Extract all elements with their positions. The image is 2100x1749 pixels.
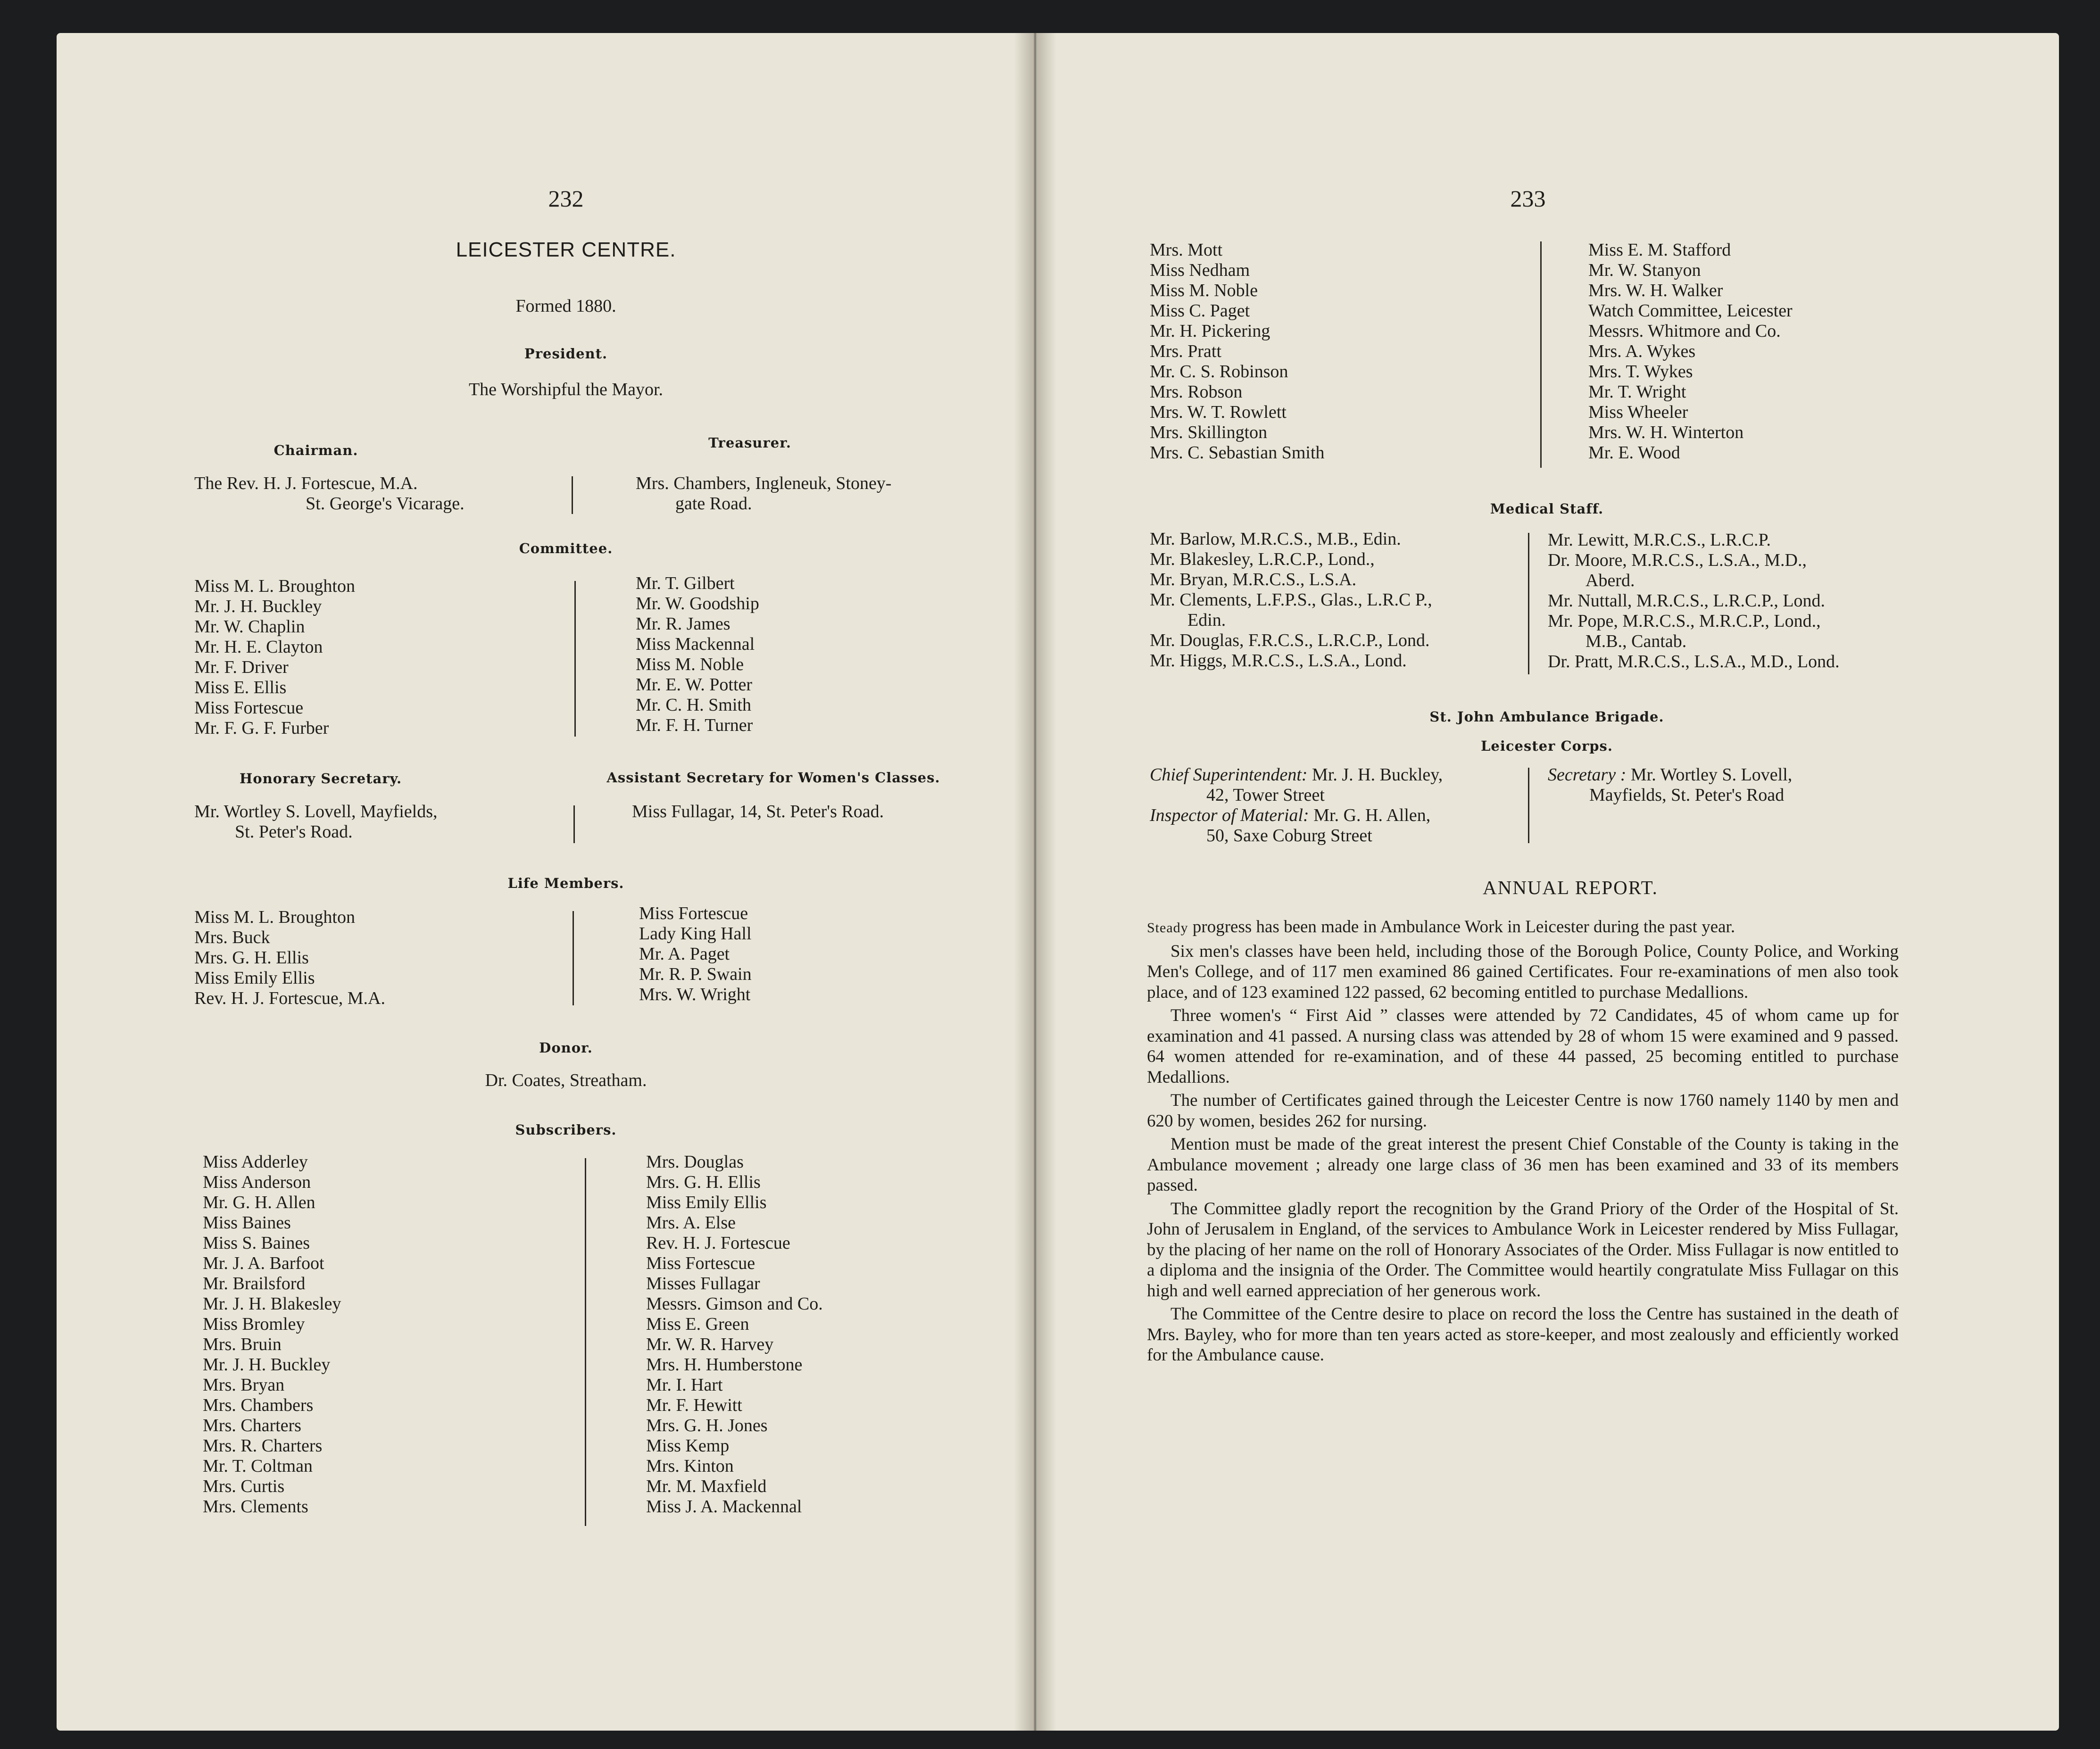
list-item: M.B., Cantab. — [1585, 631, 1687, 651]
life-members-right-list — [639, 904, 997, 1005]
medical-staff-left-list — [1150, 529, 1527, 671]
chief-superintendent-name: Mr. J. H. Buckley, — [1312, 765, 1443, 785]
list-item: Misses Fullagar — [646, 1274, 760, 1293]
corps-officers-left — [1150, 765, 1527, 846]
list-item: Mr. F. Hewitt — [646, 1395, 742, 1415]
report-paragraph: The number of Certificates gained through the Leicester Centre is now 1760 namely 1140 by men and 620 by women, besides 262 for nursing. — [1147, 1091, 1899, 1131]
list-item: Mrs. Chambers — [203, 1395, 314, 1415]
donor-name: Dr. Coates, Streatham. — [485, 1070, 647, 1090]
list-item: Mr. Pope, M.R.C.S., M.R.C.P., Lond., — [1548, 611, 1821, 631]
list-item: Mrs. A. Else — [646, 1213, 736, 1233]
list-item: Mr. M. Maxfield — [646, 1476, 767, 1496]
list-item: Mr. W. Goodship — [636, 594, 759, 613]
report-paragraph: Three women's “ First Aid ” classes were attended by 72 Candidates, 45 of whom came up for examination and 41 passed. A nursing class was attended by 28 of whom 15 were examined and 9 passed. 64 women attended for re-examination, and of these 44 passed, 25 becoming entitled to purchase Medallions. — [1147, 1006, 1899, 1087]
assistant-secretary-heading: Assistant Secretary for Women's Classes. — [606, 770, 940, 786]
column-divider — [1528, 768, 1529, 843]
column-divider — [572, 476, 573, 514]
list-item: Mr. J. H. Buckley — [194, 597, 322, 616]
brigade-heading: St. John Ambulance Brigade. — [1429, 709, 1664, 725]
corps-heading: Leicester Corps. — [1481, 738, 1613, 754]
chairman-block — [194, 473, 562, 514]
list-item: Miss Baines — [203, 1213, 291, 1233]
list-item: Mrs. G. H. Ellis — [646, 1172, 761, 1192]
list-item: Messrs. Whitmore and Co. — [1588, 321, 1781, 341]
treasurer-address: gate Road. — [675, 494, 752, 514]
chief-superintendent-line — [1150, 765, 1527, 785]
list-item: Aberd. — [1585, 571, 1635, 590]
life-members-heading: Life Members. — [507, 875, 624, 891]
list-item: Mr. Nuttall, M.R.C.S., L.R.C.P., Lond. — [1548, 591, 1826, 611]
report-paragraph: Steady progress has been made in Ambulance Work in Leicester during the past year. — [1147, 917, 1735, 937]
list-item: Mr. R. P. Swain — [639, 964, 752, 984]
list-item: Mrs. A. Wykes — [1588, 341, 1696, 361]
column-divider — [585, 1158, 586, 1526]
list-item: Miss Emily Ellis — [194, 968, 315, 988]
list-item: Miss M. Noble — [1150, 281, 1258, 300]
subscribers-continued-left-list — [1150, 240, 1518, 463]
list-item: Mrs. Pratt — [1150, 341, 1221, 361]
report-lead-word: Steady — [1147, 920, 1188, 936]
list-item: Mrs. G. H. Ellis — [194, 948, 309, 968]
list-item: Mr. C. S. Robinson — [1150, 362, 1288, 381]
committee-left-list — [194, 576, 553, 738]
life-members-left-list — [194, 907, 553, 1009]
inspector-line — [1150, 805, 1527, 826]
list-item: Mrs. Skillington — [1150, 423, 1268, 442]
list-item: Mr. F. G. F. Furber — [194, 718, 329, 738]
list-item: Miss S. Baines — [203, 1233, 310, 1253]
list-item: Mr. G. H. Allen — [203, 1193, 315, 1212]
subscribers-continued-right-list — [1588, 240, 2003, 463]
list-item: Miss Nedham — [1150, 260, 1250, 280]
report-paragraph: The Committee gladly report the recognition by the Grand Priory of the Order of the Hospital of St. John of Jerusalem in England, of the services to Ambulance Work in Leicester rendered by Miss Fullagar, by the placing of her name on the roll of Honorary Associates of the Order. Miss Fullagar is now entitled to a diploma and the insignia of the Order. The Committee would heartily congratulate Miss Fullagar on this high and well earned appreciation of her generous work. — [1147, 1199, 1899, 1301]
list-item: Mrs. Bryan — [203, 1375, 285, 1395]
list-item: Miss E. Green — [646, 1314, 749, 1334]
inspector-name: Mr. G. H. Allen, — [1313, 805, 1431, 825]
list-item: Miss Emily Ellis — [646, 1193, 767, 1212]
column-divider — [574, 581, 576, 737]
committee-heading: Committee. — [519, 540, 613, 556]
secretary-line — [1548, 765, 1953, 785]
list-item: Mr. I. Hart — [646, 1375, 723, 1395]
report-paragraph: Six men's classes have been held, including those of the Borough Police, County Police, and Working Men's College, and of 117 men examined 86 gained Certificates. Four re-examinations of men also took place, and of 123 examined 122 passed, 62 becoming entitled to purchase Medallions. — [1147, 941, 1899, 1002]
list-item: Miss M. Noble — [636, 655, 744, 674]
corps-officers-right — [1548, 765, 1953, 805]
subscribers-right-list — [646, 1152, 1004, 1517]
list-item: Mr. F. H. Turner — [636, 715, 753, 735]
list-item: Mr. T. Gilbert — [636, 573, 735, 593]
page-number-left: 232 — [548, 185, 584, 212]
president-heading: President. — [524, 346, 608, 362]
medical-staff-heading: Medical Staff. — [1490, 501, 1604, 517]
list-item: Edin. — [1187, 610, 1226, 630]
list-item: Mrs. Mott — [1150, 240, 1223, 260]
list-item: Mr. H. E. Clayton — [194, 637, 323, 657]
list-item: Mr. Douglas, F.R.C.S., L.R.C.P., Lond. — [1150, 630, 1430, 650]
list-item: Mr. W. R. Harvey — [646, 1335, 774, 1354]
list-item: Miss E. Ellis — [194, 678, 287, 697]
list-item: Mr. T. Wright — [1588, 382, 1686, 402]
list-item: Mr. Blakesley, L.R.C.P., Lond., — [1150, 549, 1375, 569]
list-item: Mr. J. H. Blakesley — [203, 1294, 341, 1314]
assistant-secretary-line: Miss Fullagar, 14, St. Peter's Road. — [632, 802, 884, 821]
list-item: Mr. A. Paget — [639, 944, 730, 964]
column-divider — [573, 911, 574, 1005]
list-item: Mrs. Clements — [203, 1497, 308, 1517]
list-item: Mrs. H. Humberstone — [646, 1355, 803, 1375]
list-item: Mrs. G. H. Jones — [646, 1416, 768, 1435]
list-item: Mrs. R. Charters — [203, 1436, 323, 1456]
list-item: Watch Committee, Leicester — [1588, 301, 1793, 321]
list-item: Mr. Bryan, M.R.C.S., L.S.A. — [1150, 570, 1357, 589]
list-item: Miss J. A. Mackennal — [646, 1497, 802, 1517]
list-item: Miss Fortescue — [646, 1253, 755, 1273]
list-item: Rev. H. J. Fortescue, M.A. — [194, 988, 385, 1008]
chief-superintendent-address: 42, Tower Street — [1206, 785, 1325, 805]
list-item: Mrs. W. H. Walker — [1588, 281, 1723, 300]
column-divider — [573, 805, 575, 843]
assistant-secretary-block — [632, 802, 1009, 822]
list-item: Miss Fortescue — [639, 904, 748, 923]
report-paragraph: Mention must be made of the great interest the present Chief Constable of the County is taking in the Ambulance movement ; already one large class of 36 men has been examined and 33 of its members passed. — [1147, 1135, 1899, 1195]
list-item: Mrs. W. H. Winterton — [1588, 423, 1744, 442]
secretary-name: Mr. Wortley S. Lovell, — [1630, 765, 1793, 785]
honorary-secretary-heading: Honorary Secretary. — [239, 771, 402, 787]
list-item: Mr. E. W. Potter — [636, 675, 753, 695]
book-gutter — [1014, 33, 1056, 1731]
list-item: Mr. Higgs, M.R.C.S., L.S.A., Lond. — [1150, 651, 1407, 671]
treasurer-heading: Treasurer. — [708, 435, 791, 451]
annual-report-heading: ANNUAL REPORT. — [1483, 877, 1658, 898]
list-item: Miss Fortescue — [194, 698, 304, 718]
list-item: Mr. Barlow, M.R.C.S., M.B., Edin. — [1150, 529, 1401, 549]
report-paragraph: The Committee of the Centre desire to place on record the loss the Centre has sustained in the death of Mrs. Bayley, who for more than ten years acted as store-keeper, and most zealously and efficiently worked for the Ambulance cause. — [1147, 1304, 1899, 1365]
list-item: Miss C. Paget — [1150, 301, 1250, 321]
list-item: Mr. W. Stanyon — [1588, 260, 1701, 280]
list-item: Mrs. C. Sebastian Smith — [1150, 443, 1325, 463]
list-item: Mr. W. Chaplin — [194, 617, 305, 637]
list-item: Lady King Hall — [639, 924, 752, 944]
list-item: Mrs. Kinton — [646, 1456, 734, 1476]
list-item: Mr. E. Wood — [1588, 443, 1680, 463]
list-item: Mr. T. Coltman — [203, 1456, 313, 1476]
list-item: Mr. F. Driver — [194, 657, 289, 677]
list-item: Mrs. Buck — [194, 928, 270, 947]
list-item: Dr. Moore, M.R.C.S., L.S.A., M.D., — [1548, 550, 1807, 570]
list-item: Mr. J. A. Barfoot — [203, 1253, 324, 1273]
subscribers-left-list — [203, 1152, 561, 1517]
column-divider — [1540, 241, 1542, 468]
page-number-right: 233 — [1510, 185, 1546, 212]
list-item: Mrs. W. Wright — [639, 985, 751, 1004]
list-item: Miss E. M. Stafford — [1588, 240, 1731, 260]
president-name: The Worshipful the Mayor. — [468, 380, 664, 399]
donor-heading: Donor. — [539, 1040, 593, 1056]
list-item: Mr. R. James — [636, 614, 730, 634]
list-item: Mrs. Douglas — [646, 1152, 744, 1172]
list-item: Mr. H. Pickering — [1150, 321, 1270, 341]
list-item: Rev. H. J. Fortescue — [646, 1233, 790, 1253]
list-item: Miss Anderson — [203, 1172, 311, 1192]
list-item: Mr. Clements, L.F.P.S., Glas., L.R.C P., — [1150, 590, 1432, 610]
list-item: Mr. Lewitt, M.R.C.S., L.R.C.P. — [1548, 530, 1771, 550]
column-divider — [1528, 533, 1529, 674]
list-item: Mrs. Curtis — [203, 1476, 285, 1496]
list-item: Mrs. T. Wykes — [1588, 362, 1693, 381]
list-item: Miss Mackennal — [636, 634, 755, 654]
list-item: Mr. C. H. Smith — [636, 695, 751, 715]
honorary-secretary-line: Mr. Wortley S. Lovell, Mayfields, — [194, 802, 438, 821]
formed-date: Formed 1880. — [515, 296, 616, 316]
list-item: Messrs. Gimson and Co. — [646, 1294, 823, 1314]
honorary-secretary-block — [194, 802, 572, 842]
chairman-heading: Chairman. — [274, 442, 358, 458]
section-title: LEICESTER CENTRE. — [456, 238, 676, 261]
medical-staff-right-list — [1548, 530, 1953, 672]
list-item: Mrs. Bruin — [203, 1335, 282, 1354]
chief-superintendent-label: Chief Superintendent: — [1150, 765, 1308, 785]
list-item: Mr. Brailsford — [203, 1274, 306, 1293]
chairman-line: The Rev. H. J. Fortescue, M.A. — [194, 473, 418, 493]
list-item: Mr. J. H. Buckley — [203, 1355, 331, 1375]
annual-report-body — [1147, 917, 1899, 1368]
treasurer-line: Mrs. Chambers, Ingleneuk, Stoney- — [636, 473, 892, 493]
list-item: Miss M. L. Broughton — [194, 576, 355, 596]
subscribers-heading: Subscribers. — [515, 1122, 617, 1138]
committee-right-list — [636, 573, 994, 736]
chairman-address: St. George's Vicarage. — [306, 494, 465, 514]
honorary-secretary-address: St. Peter's Road. — [235, 822, 353, 842]
list-item: Miss M. L. Broughton — [194, 907, 355, 927]
list-item: Miss Kemp — [646, 1436, 730, 1456]
list-item: Mrs. W. T. Rowlett — [1150, 402, 1287, 422]
inspector-label: Inspector of Material: — [1150, 805, 1309, 825]
secretary-label: Secretary : — [1548, 765, 1627, 785]
list-item: Mrs. Charters — [203, 1416, 301, 1435]
treasurer-block — [636, 473, 1004, 514]
secretary-address: Mayfields, St. Peter's Road — [1589, 785, 1785, 805]
list-item: Miss Adderley — [203, 1152, 308, 1172]
list-item: Dr. Pratt, M.R.C.S., L.S.A., M.D., Lond. — [1548, 652, 1840, 671]
list-item: Miss Bromley — [203, 1314, 305, 1334]
inspector-address: 50, Saxe Coburg Street — [1206, 826, 1372, 845]
list-item: Mrs. Robson — [1150, 382, 1243, 402]
list-item: Miss Wheeler — [1588, 402, 1688, 422]
